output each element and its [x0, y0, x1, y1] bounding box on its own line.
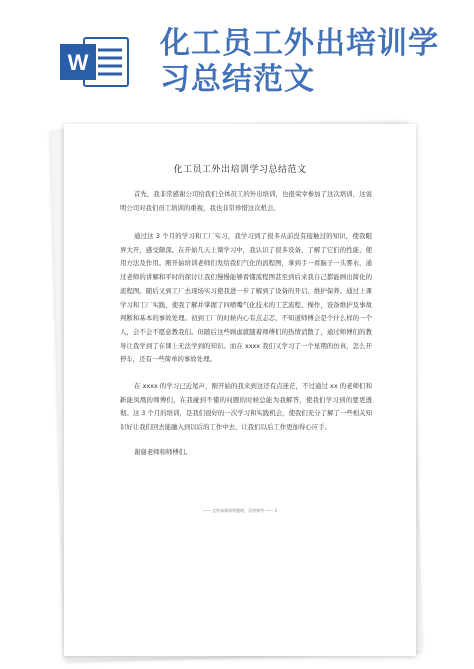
paragraph-intro: 首先，我非常感谢公司给我们全体员工的外出培训，也很荣幸参加了这次培训，这说明公司对我们员工培训的重视，我也非常珍惜这次机会。: [120, 190, 372, 212]
word-icon-letter: W: [67, 50, 89, 75]
paragraph-summary: 在 xxxx 的学习已近尾声，刚开始的我来到这还有点迷茫，不过通过 xx 的老师们和新能凤凰的师傅们，在我碰到不懂的问题的时候总能为我解答，使我们学习到的要更透彻。这 3 个月的培训，是我们很好的一次学习和实践机会，使我们充分了解了一些相关知识好让我们回去能融入到以后的工作中去，让我们以后工作更加得心应手。: [120, 382, 372, 432]
banner-title: 化工员工外出培训学习总结范文: [160, 26, 439, 97]
banner: [0, 0, 474, 110]
word-document-icon: [60, 36, 130, 88]
paragraph-training-content: 通过这 3 个月的学习和工厂实习，我学习到了很多从前没有接触过的知识，使我眼界大开，感受颇深。在开始几天上课学习中，我认识了很多设备，了解了它们的性能、使用方法及作用。刚开始培训老师们发给我们气化的流程图，拿到手一看脑子一头雾水，通过老师的讲解和平时的探讨让我们慢慢能够看懂流程图甚至到后来我自己都能画出简化的流程图。随后又到工厂去现场实习使我进一步了解到了设备的开启、维护保养。通过上课学习和工厂实践，使我了解并掌握了四喷嘴气化技术的工艺流程、操作，设备维护及事故判断和基本的事故处理。初到工厂的时候内心有点忐忑，不知道师傅会是个什么样的一个人，会不会不愿意教我们。但随后这些顾虑就随着师傅们的热情消散了，通过师傅们的教导让我学到了在课上无法学到的知识。而在 xxxx 我们又学习了一个星期的仿真，怎么开停车，还有一些简单的事故处理。: [120, 232, 372, 364]
document-page: [64, 124, 416, 656]
page-footer: —— 文档来源网络整理，仅供参考 —— 1: [202, 508, 278, 513]
paragraph-thanks: 谢谢老师和师傅们。: [134, 448, 192, 456]
document-title: 化工员工外出培训学习总结范文: [173, 165, 307, 175]
